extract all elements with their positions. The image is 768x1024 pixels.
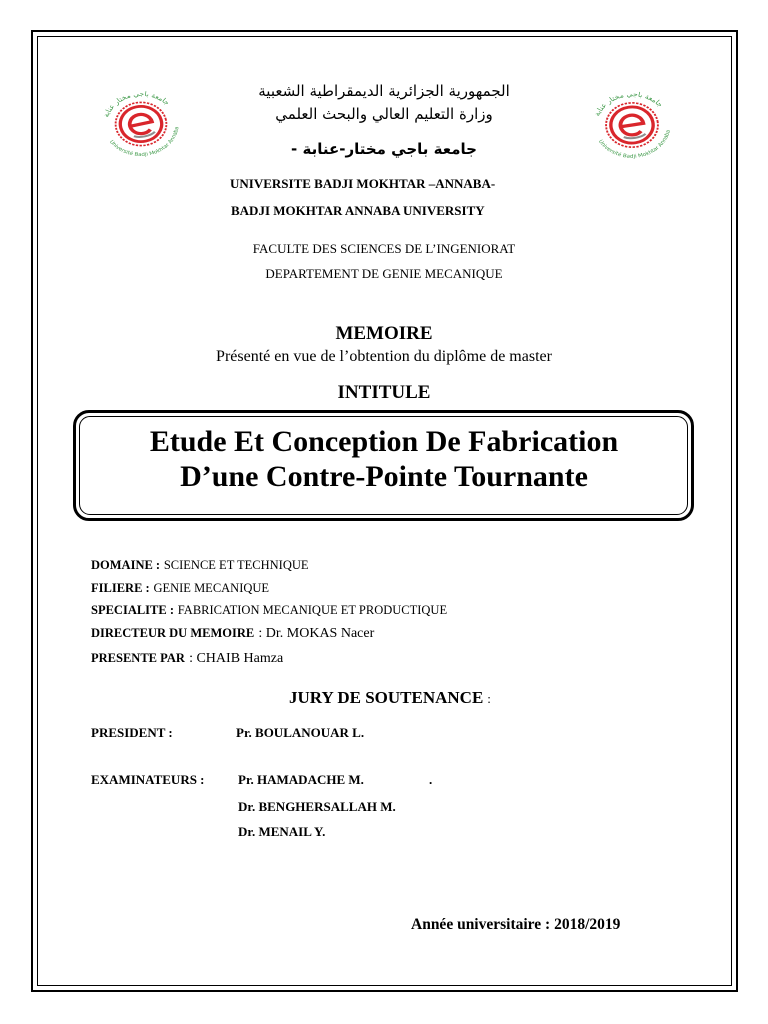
domain-label: DOMAINE : [91,558,161,572]
seal-french-lettering: Université Badji Mokhtar Annaba [596,129,673,160]
supervisor-label: DIRECTEUR DU MEMOIRE [91,626,255,640]
field-value: GENIE MECANIQUE [153,581,270,595]
author-row [91,652,283,666]
seal-arabic-lettering: جامعة باجي مختار عنابة [101,90,172,119]
department-name: DEPARTEMENT DE GENIE MECANIQUE [265,266,503,281]
domain-value: SCIENCE ET TECHNIQUE [163,558,309,572]
university-name-french: UNIVERSITE BADJI MOKHTAR –ANNABA- [230,176,496,191]
faculty-name: FACULTE DES SCIENCES DE L’INGENIORAT [252,241,516,256]
document-type: MEMOIRE [335,323,433,344]
university-name-arabic: جامعة باجي مختار-عنابة - [291,140,477,158]
republic-name-arabic: الجمهورية الجزائرية الديمقراطية الشعبية [258,82,510,100]
domain-row [91,559,309,572]
thesis-title-line-1: Etude Et Conception De Fabrication [149,425,619,458]
supervisor-row [91,627,374,641]
seal-french-lettering: Université Badji Mokhtar Annaba [107,126,181,158]
jury-heading [289,689,491,706]
university-name-english: BADJI MOKHTAR ANNABA UNIVERSITY [231,203,485,218]
seal-arabic-lettering: جامعة باجي مختار عنابة [591,89,666,118]
author-label: PRESENTE PAR [91,651,185,665]
examiner-name: Dr. MENAIL Y. [238,824,326,839]
president-name: Pr. BOULANOUAR L. [236,725,365,740]
president-label: PRESIDENT : [91,725,173,740]
author-value: : CHAIB Hamza [189,651,284,666]
examiners-label: EXAMINATEURS : [91,772,205,787]
specialty-row [91,604,447,617]
field-row [91,582,269,595]
examiner-name: Pr. HAMADACHE M. [238,772,364,787]
ministry-name-arabic: وزارة التعليم العالي والبحث العلمي [275,105,493,123]
specialty-label: SPECIALITE : [91,603,175,617]
specialty-value: FABRICATION MECANIQUE ET PRODUCTIQUE [177,603,448,617]
examiner-trailing-mark: . [429,772,433,787]
supervisor-value: : Dr. MOKAS Nacer [258,626,375,641]
title-heading: INTITULE [337,382,431,403]
thesis-title-line-2: D’une Contre-Pointe Tournante [180,460,588,493]
field-label: FILIERE : [91,581,150,595]
jury-heading-text: JURY DE SOUTENANCE [289,688,484,707]
examiner-name: Dr. BENGHERSALLAH M. [238,799,396,814]
document-purpose: Présenté en vue de l’obtention du diplôme de master [216,348,552,365]
academic-year: Année universitaire : 2018/2019 [411,916,621,933]
jury-heading-colon: : [487,691,491,706]
